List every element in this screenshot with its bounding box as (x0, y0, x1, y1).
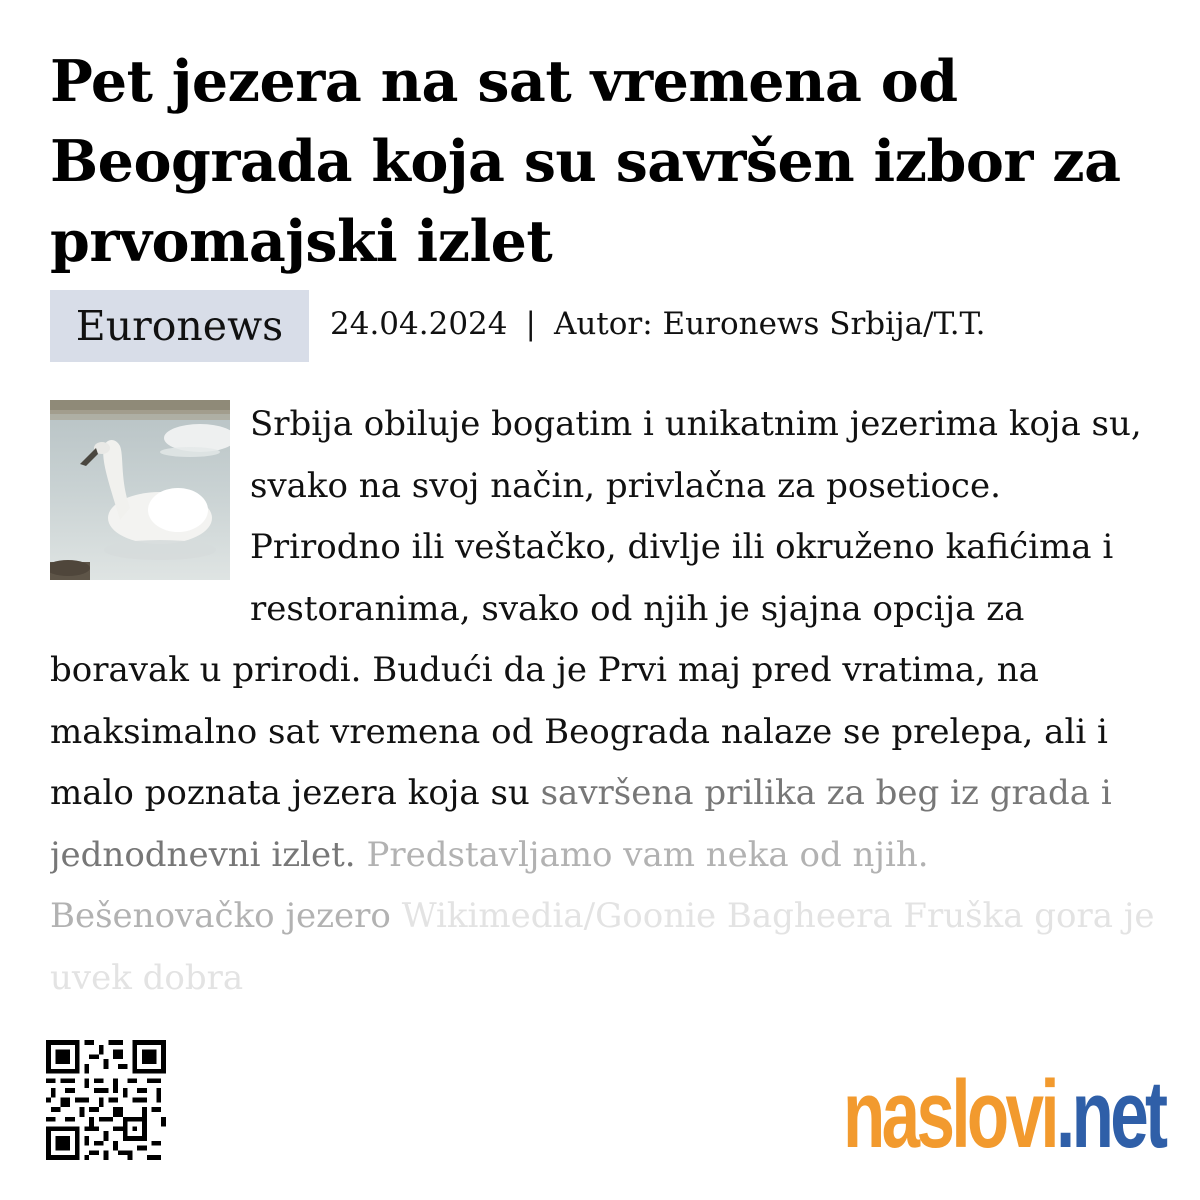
logo-part-net: .net (1055, 1061, 1164, 1168)
article-text-fade-1: savršena prilika za beg iz grada i jednodnevni izlet. (50, 773, 1112, 875)
publish-date: 24.04.2024 (330, 306, 508, 342)
article-text: Srbija obiluje bogatim i unikatnim jezerima koja su, svako na svoj način, privlačna za posetioce. Prirodno ili veštačko, divlje ili okruženo kafićima i restoranima, svako od njih je sjajna opcija za boravak u prirodi. Budući da je Prvi maj pred vratima, na maksimalno sat vremena od Beograda nalaze se prelepa, ali i malo poznata jezera koja su (50, 404, 1142, 813)
logo-part-naslovi: naslovi (842, 1061, 1056, 1168)
article-headline[interactable]: Pet jezera na sat vremena od Beograda koja su savršen izbor za prvomajski izlet (50, 48, 1121, 275)
article-body (50, 394, 1160, 1009)
naslovi-logo[interactable] (843, 1060, 1164, 1170)
article-thumbnail[interactable] (50, 400, 230, 580)
meta-separator: | (525, 306, 536, 342)
meta-text (330, 302, 986, 346)
article-text-fade-3: Wikimedia/Goonie Bagheera Fruška gora je uvek dobra (50, 896, 1155, 998)
article-text-fade-2: Predstavljamo vam neka od njih. Bešenovačko jezero (50, 834, 929, 936)
source-badge[interactable]: Euronews (50, 290, 309, 362)
qr-code-icon[interactable] (46, 1038, 166, 1162)
author-line: Autor: Euronews Srbija/T.T. (553, 306, 986, 342)
article-meta (50, 290, 1160, 362)
